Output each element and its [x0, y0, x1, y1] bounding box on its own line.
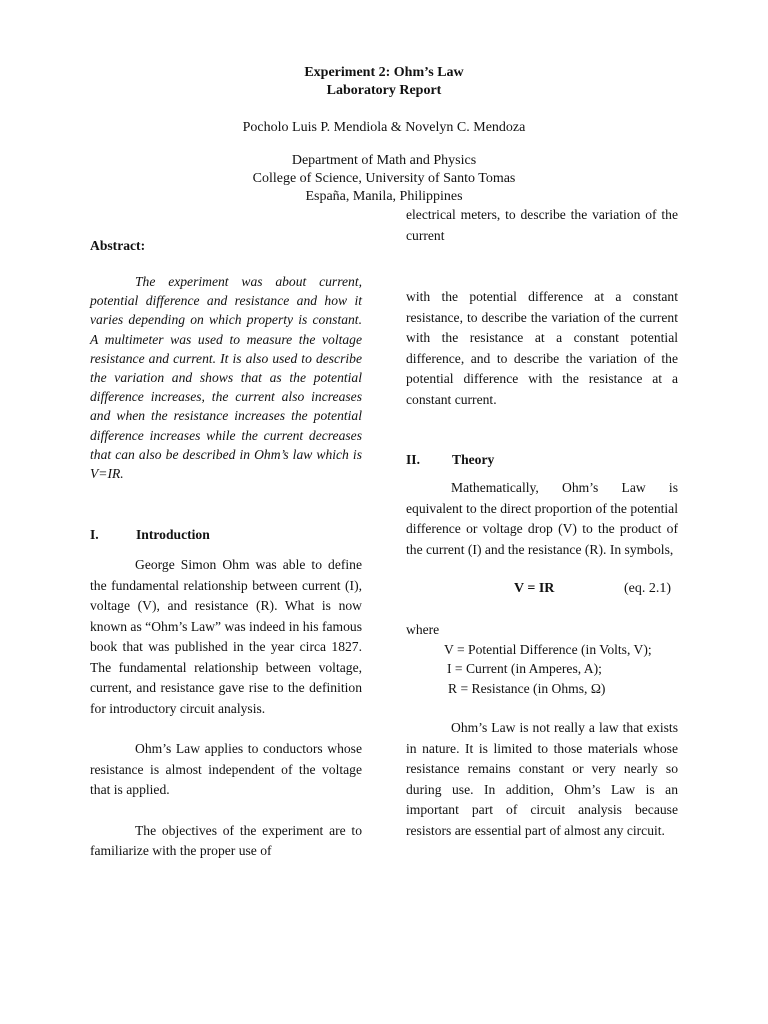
- affiliation-college: College of Science, University of Santo Tomas: [252, 171, 516, 186]
- where-label: where: [406, 622, 440, 637]
- paper-subtitle: Laboratory Report: [326, 83, 442, 98]
- left-column: [90, 236, 362, 862]
- definition-i: I = Current (in Amperes, A);: [447, 661, 602, 676]
- affiliation-department: Department of Math and Physics: [291, 153, 477, 168]
- intro-paragraph-4: with the potential difference at a constant resistance, to describe the variation of the current with the resistance at a constant potential difference, and to describe the variation of the potential difference with the resistance at a constant current.: [406, 289, 678, 407]
- paper-affiliation: [0, 152, 768, 206]
- equation: V = IR: [514, 581, 555, 596]
- abstract-heading: Abstract:: [90, 238, 146, 253]
- theory-paragraph-2: Ohm’s Law is not really a law that exists in nature. It is limited to those materials whose resistance remains constant or very nearly so during use. In addition, Ohm’s Law is an important part of circuit analysis because resistors are essential part of almost any circuit.: [406, 720, 678, 838]
- variable-definitions: [406, 620, 678, 698]
- abstract-body: The experiment was about current, potential difference and resistance and how it varies depending on which property is constant. A multimeter was used to measure the voltage resistance and current. It is also used to describe the variation and shows that as the potential difference increases, the current also increases and when the resistance increases the potential difference increases while the current decreases that can also be described in Ohm’s law which is V=IR.: [90, 274, 362, 482]
- intro-paragraph-1: George Simon Ohm was able to define the fundamental relationship between current (I), voltage (V), and resistance (R). What is now known as “Ohm’s Law” was indeed in his famous book that was published in the year circa 1827. The fundamental relationship between voltage, current, and resistance gave rise to the definition for introductory circuit analysis.: [90, 557, 362, 716]
- definition-v: V = Potential Difference (in Volts, V);: [444, 641, 652, 657]
- definition-r: R = Resistance (in Ohms, Ω): [448, 680, 606, 696]
- section-number: II.: [406, 452, 420, 467]
- theory-paragraph-1: Mathematically, Ohm’s Law is equivalent to the direct proportion of the potential difference or voltage drop (V) to the product of the current (I) and the resistance (R). In symbols,: [406, 480, 678, 557]
- paper-authors: Pocholo Luis P. Mendiola & Novelyn C. Mendoza: [242, 120, 526, 135]
- section-number: I.: [90, 527, 99, 543]
- intro-paragraph-3-continued: electrical meters, to describe the variation of the current: [406, 207, 678, 243]
- section-heading-introduction: [90, 525, 362, 545]
- equation-label: (eq. 2.1): [624, 581, 672, 596]
- section-title: Theory: [452, 452, 495, 467]
- paper-title-block: [0, 64, 768, 100]
- paper-title: Experiment 2: Ohm’s Law: [304, 65, 464, 80]
- section-title: Introduction: [136, 527, 210, 543]
- right-column: [406, 205, 678, 841]
- section-heading-theory: [406, 450, 678, 470]
- affiliation-location: España, Manila, Philippines: [305, 189, 463, 204]
- intro-paragraph-2: Ohm’s Law applies to conductors whose resistance is almost independent of the voltage that is applied.: [90, 741, 362, 798]
- intro-paragraph-3: The objectives of the experiment are to familiarize with the proper use of: [90, 822, 362, 859]
- equation-row: [406, 578, 678, 600]
